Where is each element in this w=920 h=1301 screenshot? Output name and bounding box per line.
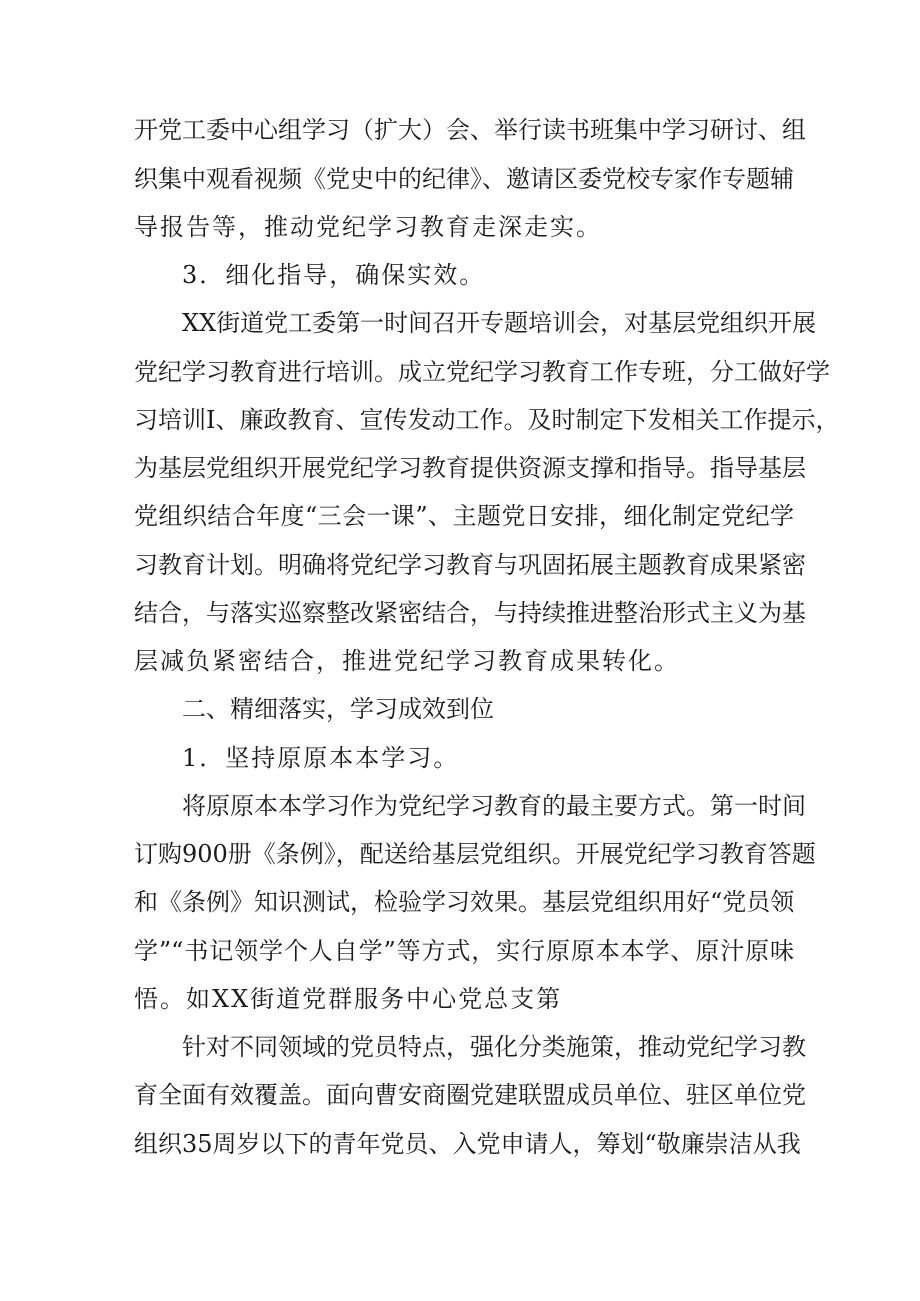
- paragraph-line: 习教育计划。明确将党纪学习教育与巩固拓展主题教育成果紧密: [134, 551, 806, 579]
- paragraph-line: 织集中观看视频《党史中的纪律》、邀请区委党校专家作专题辅: [134, 165, 794, 193]
- paragraph-line: XX街道党工委第一时间召开专题培训会，对基层党组织开展: [182, 309, 817, 337]
- section-heading: 二、精细落实，学习成效到位: [182, 695, 494, 723]
- paragraph-line: 党组织结合年度“三会一课”、主题党日安排，细化制定党纪学: [134, 502, 794, 530]
- paragraph-line: 和《条例》知识测试，检验学习效果。基层党组织用好“党员领: [134, 888, 795, 916]
- paragraph-line: 育全面有效覆盖。面向曹安商圈党建联盟成员单位、驻区单位党: [134, 1081, 806, 1109]
- paragraph-line: 开党工委中心组学习（扩大）会、举行读书班集中学习研讨、组: [134, 116, 806, 144]
- paragraph-line: 针对不同领域的党员特点，强化分类施策，推动党纪学习教: [182, 1033, 806, 1061]
- paragraph-line: 层减负紧密结合，推进党纪学习教育成果转化。: [134, 647, 680, 675]
- paragraph-line: 党纪学习教育进行培训。成立党纪学习教育工作专班，分工做好学: [134, 358, 830, 386]
- paragraph-line: 订购900册《条例》，配送给基层党组织。开展党纪学习教育答题: [134, 840, 816, 868]
- paragraph-line: 为基层党组织开展党纪学习教育提供资源支撑和指导。指导基层: [134, 454, 806, 482]
- paragraph-line: 结合，与落实巡察整改紧密结合，与持续推进整治形式主义为基: [134, 599, 806, 627]
- paragraph-line: 导报告等，推动党纪学习教育走深走实。: [134, 213, 602, 241]
- paragraph-line: 组织35周岁以下的青年党员、入党申请人，筹划“敬廉崇洁从我: [134, 1130, 801, 1158]
- paragraph-line: 习培训I、廉政教育、宣传发动工作。及时制定下发相关工作提示，: [134, 406, 840, 434]
- section-subheading: 1．坚持原原本本学习。: [182, 744, 460, 772]
- paragraph-line: 将原原本本学习作为党纪学习教育的最主要方式。第一时间: [182, 792, 806, 820]
- section-subheading: 3．细化指导，确保实效。: [182, 261, 486, 289]
- paragraph-line: 悟。如XX街道党群服务中心党总支第: [134, 985, 563, 1013]
- paragraph-line: 学”“书记领学个人自学”等方式，实行原原本本学、原汁原味: [134, 937, 794, 965]
